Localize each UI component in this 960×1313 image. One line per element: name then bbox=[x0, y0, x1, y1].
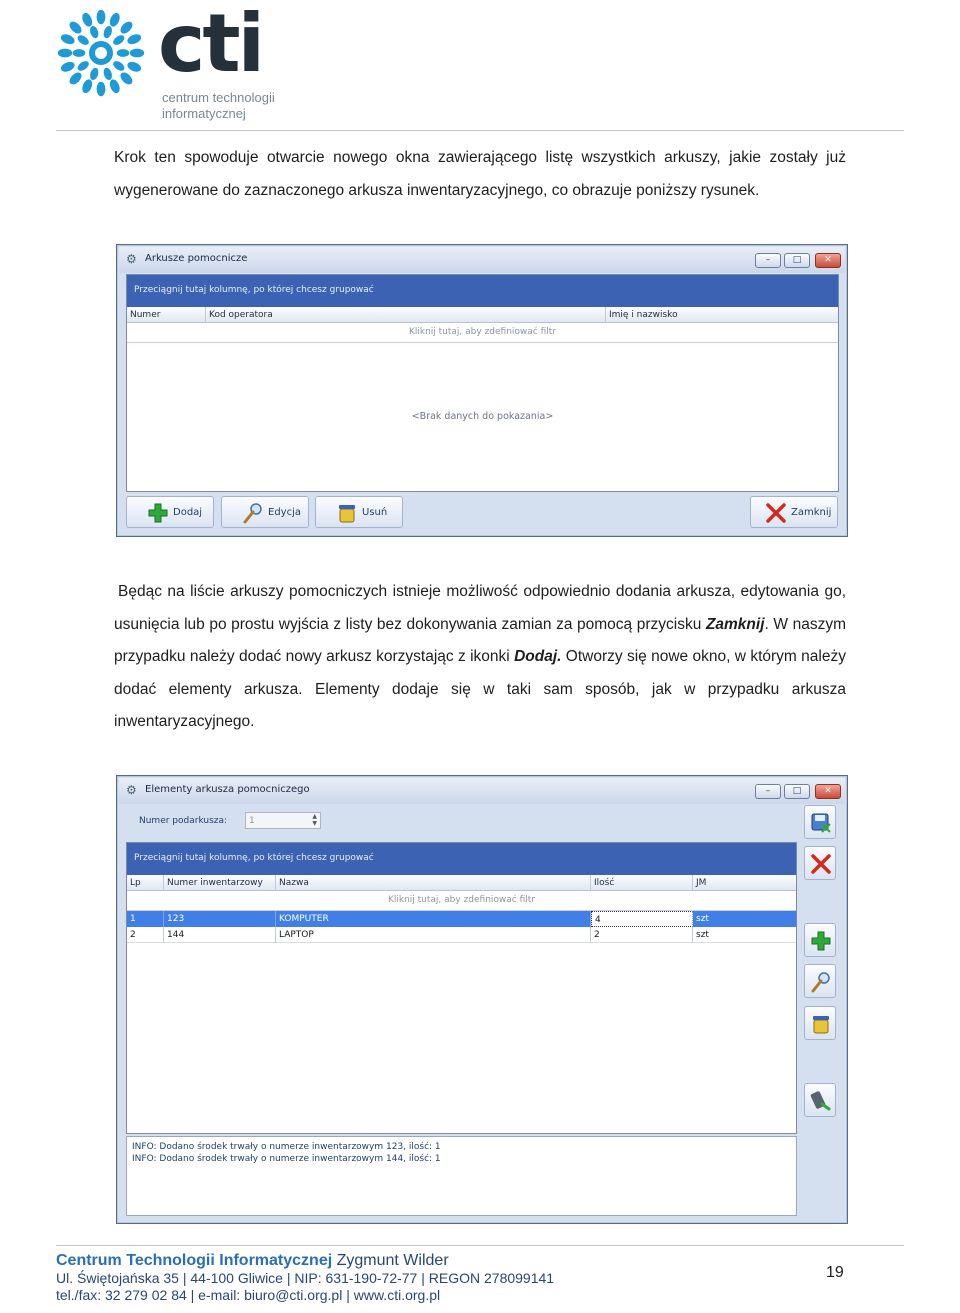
close-button[interactable] bbox=[750, 496, 838, 528]
table-row[interactable]: 1 123 KOMPUTER 4 szt bbox=[127, 911, 796, 927]
save-button[interactable] bbox=[804, 805, 836, 839]
footer-divider bbox=[56, 1245, 904, 1246]
window-titlebar[interactable] bbox=[119, 778, 845, 804]
number-spinner[interactable]: 1 ▲ ▼ bbox=[245, 812, 321, 829]
add-button-label: Dodaj bbox=[173, 507, 203, 518]
column-jm[interactable]: JM bbox=[696, 878, 707, 888]
edit-button-label: Edycja bbox=[268, 507, 301, 518]
window-title: Arkusze pomocnicze bbox=[145, 253, 248, 264]
app-icon: ⚙ bbox=[126, 783, 137, 797]
app-icon: ⚙ bbox=[126, 252, 137, 266]
column-ilosc[interactable]: Ilość bbox=[591, 875, 693, 891]
close-x-icon bbox=[765, 502, 787, 524]
grid-column-header bbox=[127, 307, 838, 323]
header-divider bbox=[56, 130, 904, 131]
add-element-button[interactable] bbox=[804, 923, 836, 957]
scanner-import-button[interactable] bbox=[804, 1083, 836, 1117]
edit-element-button[interactable] bbox=[804, 964, 836, 998]
minimize-button[interactable]: – bbox=[755, 784, 781, 799]
info-log-panel bbox=[126, 1136, 797, 1216]
spinner-arrows-icon[interactable]: ▲ ▼ bbox=[312, 813, 317, 827]
table-row[interactable]: 2 144 LAPTOP 2 szt bbox=[127, 927, 796, 943]
window-elementy-arkusza bbox=[116, 775, 848, 1224]
edit-button[interactable] bbox=[221, 496, 309, 528]
close-window-button[interactable]: ✕ bbox=[815, 253, 841, 268]
cti-logo bbox=[56, 0, 296, 124]
empty-data-message: <Brak danych do pokazania> bbox=[411, 411, 554, 422]
minimize-button[interactable]: – bbox=[755, 253, 781, 268]
column-kod-operatora[interactable]: Kod operatora bbox=[206, 307, 606, 323]
grid-column-header bbox=[127, 875, 796, 891]
column-imie-nazwisko[interactable]: Imię i nazwisko bbox=[609, 310, 678, 320]
plus-icon bbox=[147, 502, 169, 524]
delete-element-button[interactable] bbox=[804, 1006, 836, 1040]
filter-row[interactable]: Kliknij tutaj, aby zdefiniować filtr bbox=[127, 323, 838, 343]
log-line: INFO: Dodano środek trwały o numerze inwentarzowym 123, ilość: 1 bbox=[132, 1142, 441, 1152]
intro-paragraph: Krok ten spowoduje otwarcie nowego okna zawierającego listę wszystkich arkuszy, jakie zostały już wygenerowane do zaznaczonego arkusza inwentaryzacyjnego, co obrazuje poniższy rysunek. bbox=[114, 149, 846, 199]
trash-icon bbox=[336, 502, 358, 524]
footer-contact: tel./fax: 32 279 02 84 | e-mail: biuro@cti.org.pl | www.cti.org.pl bbox=[56, 1287, 441, 1303]
filter-row[interactable]: Kliknij tutaj, aby zdefiniować filtr bbox=[127, 891, 796, 911]
add-button[interactable] bbox=[126, 496, 214, 528]
close-window-button[interactable]: ✕ bbox=[815, 784, 841, 799]
window-titlebar[interactable] bbox=[119, 247, 845, 273]
close-button-label: Zamknij bbox=[791, 507, 832, 518]
trash-icon bbox=[810, 1013, 832, 1035]
cancel-button[interactable] bbox=[804, 846, 836, 880]
maximize-button[interactable]: □ bbox=[784, 784, 810, 799]
quantity-edit-field[interactable]: 4 bbox=[591, 911, 693, 927]
emphasis-zamknij: Zamknij bbox=[705, 615, 765, 633]
logo-subtitle: centrum technologii informatycznej bbox=[162, 90, 275, 121]
maximize-button[interactable]: □ bbox=[784, 253, 810, 268]
middle-paragraph: Będąc na liście arkuszy pomocniczych istnieje możliwość odpowiednio dodania arkusza, edytowania go, usunięcia lub po prostu wyjścia z listy bez dokonywania zamian za pomocą przycisku Zamknij. W naszym przypadku należy dodać nowy arkusz korzystając z ikonki Dodaj. Otworzy się nowe okno, w którym należy dodać elementy arkusza. Elementy dodaje się w taki sam sposób, jak w przypadku arkusza inwentaryzacyjnego. bbox=[114, 583, 847, 730]
save-disk-icon bbox=[810, 812, 832, 834]
magnifier-icon bbox=[242, 502, 264, 524]
page-number: 19 bbox=[826, 1264, 844, 1281]
sheets-grid[interactable] bbox=[126, 274, 839, 492]
window-arkusze-pomocnicze bbox=[116, 244, 848, 537]
column-lp[interactable]: Lp bbox=[127, 875, 164, 891]
plus-icon bbox=[810, 930, 832, 952]
group-by-panel[interactable]: Przeciągnij tutaj kolumnę, po której chcesz grupować bbox=[127, 843, 796, 875]
elements-grid[interactable] bbox=[126, 842, 797, 1134]
delete-button-label: Usuń bbox=[362, 507, 388, 518]
footer-company: Centrum Technologii Informatycznej Zygmunt Wilder bbox=[56, 1252, 449, 1269]
window-title: Elementy arkusza pomocniczego bbox=[145, 784, 310, 795]
magnifier-icon bbox=[810, 971, 832, 993]
cti-wheel-icon bbox=[56, 8, 146, 98]
scanner-icon bbox=[810, 1090, 832, 1112]
footer-address: Ul. Świętojańska 35 | 44-100 Gliwice | NIP: 631-190-72-77 | REGON 278099141 bbox=[56, 1270, 555, 1286]
column-numer[interactable]: Numer bbox=[127, 307, 206, 323]
emphasis-dodaj: Dodaj. bbox=[514, 648, 562, 665]
column-nazwa[interactable]: Nazwa bbox=[276, 875, 591, 891]
log-line: INFO: Dodano środek trwały o numerze inwentarzowym 144, ilość: 1 bbox=[132, 1154, 441, 1164]
delete-button[interactable] bbox=[315, 496, 403, 528]
group-by-panel[interactable]: Przeciągnij tutaj kolumnę, po której chcesz grupować bbox=[127, 275, 838, 307]
close-x-icon bbox=[810, 853, 832, 875]
logo-wordmark: cti bbox=[158, 0, 263, 90]
column-numer-inwentarzowy[interactable]: Numer inwentarzowy bbox=[164, 875, 276, 891]
number-label: Numer podarkusza: bbox=[139, 816, 228, 826]
